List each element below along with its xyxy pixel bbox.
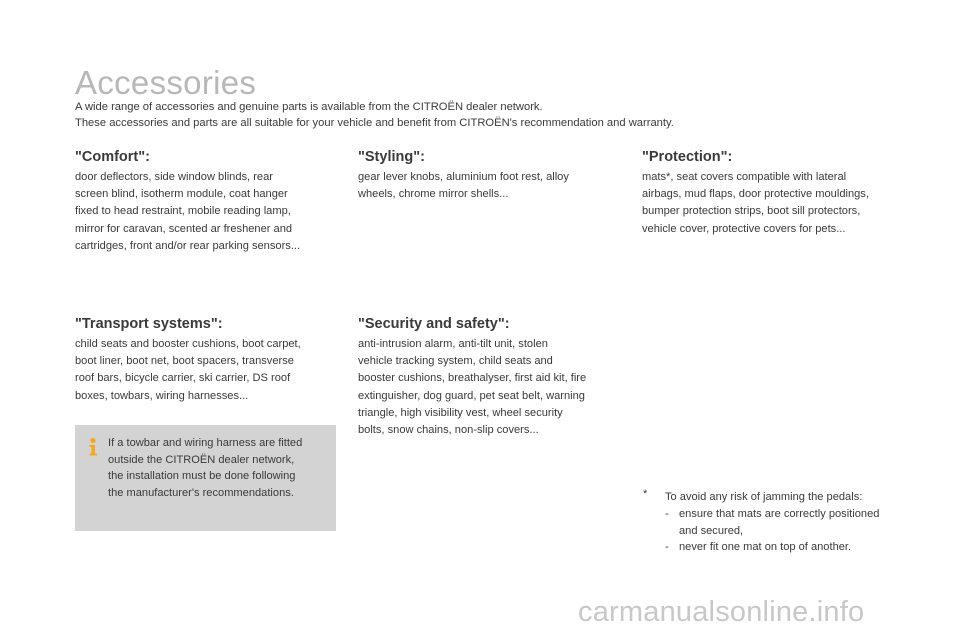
text-line: and secured, (679, 524, 744, 537)
text-line: fixed to head restraint, mobile reading lamp, (75, 205, 291, 218)
footnote-intro: To avoid any risk of jamming the pedals: (665, 491, 863, 503)
text-line: vehicle tracking system, child seats and (358, 355, 553, 368)
text-line: gear lever knobs, aluminium foot rest, alloy (358, 171, 569, 183)
intro-line: These accessories and parts are all suitable for your vehicle and benefit from CITROËN's recommendation and warranty. (75, 117, 674, 129)
text-line: screen blind, isotherm module, coat hanger (75, 188, 288, 201)
text-line: mirror for caravan, scented ar freshener and (75, 222, 293, 235)
security-text (358, 336, 628, 439)
footnote-item (679, 506, 879, 539)
footnote-bullet: - (665, 541, 669, 553)
protection-heading: "Protection": (642, 149, 733, 165)
protection-text (642, 169, 922, 238)
text-line: boxes, towbars, wiring harnesses... (75, 389, 249, 402)
text-line: triangle, high visibility vest, wheel security (358, 406, 563, 419)
info-note-text (108, 435, 302, 501)
styling-text (358, 169, 623, 203)
info-icon (84, 437, 102, 457)
text-line: anti-intrusion alarm, anti-tilt unit, stolen (358, 338, 548, 350)
footnote-item (679, 539, 851, 556)
comfort-heading: "Comfort": (75, 149, 150, 165)
text-line: airbags, mud flaps, door protective mouldings, (642, 188, 869, 201)
footnote-marker: * (643, 488, 648, 500)
text-line: bolts, snow chains, non-slip covers... (358, 424, 539, 437)
transport-text (75, 336, 340, 405)
text-line: child seats and booster cushions, boot carpet, (75, 338, 301, 350)
text-line: extinguisher, dog guard, pet seat belt, warning (358, 389, 585, 402)
text-line: never fit one mat on top of another. (679, 541, 852, 553)
text-line: cartridges, front and/or rear parking sensors... (75, 239, 301, 252)
text-line: bumper protection strips, boot sill protectors, (642, 205, 861, 218)
text-line: door deflectors, side window blinds, rear (75, 171, 273, 183)
text-line: roof bars, bicycle carrier, ski carrier, DS roof (75, 372, 291, 385)
text-line: If a towbar and wiring harness are fitted (108, 437, 303, 449)
footnote-bullet: - (665, 508, 669, 520)
transport-heading: "Transport systems": (75, 316, 223, 332)
text-line: ensure that mats are correctly positioned (679, 508, 880, 520)
text-line: the manufacturer's recommendations. (108, 486, 294, 499)
watermark: carmanualsonline.info (578, 596, 865, 628)
text-line: outside the CITROËN dealer network, (108, 453, 295, 466)
text-line: booster cushions, breathalyser, first aid kit, fire (358, 372, 587, 385)
styling-heading: "Styling": (358, 149, 425, 165)
comfort-text (75, 169, 340, 255)
text-line: wheels, chrome mirror shells... (358, 188, 509, 201)
text-line: mats*, seat covers compatible with lateral (642, 171, 847, 183)
intro-line: A wide range of accessories and genuine parts is available from the CITROËN dealer network. (75, 101, 543, 113)
text-line: boot liner, boot net, boot spacers, transverse (75, 355, 294, 368)
intro-paragraph (75, 99, 674, 131)
text-line: vehicle cover, protective covers for pets... (642, 222, 846, 235)
security-heading: "Security and safety": (358, 316, 510, 332)
text-line: the installation must be done following (108, 470, 296, 483)
page-title: Accessories (75, 64, 257, 101)
